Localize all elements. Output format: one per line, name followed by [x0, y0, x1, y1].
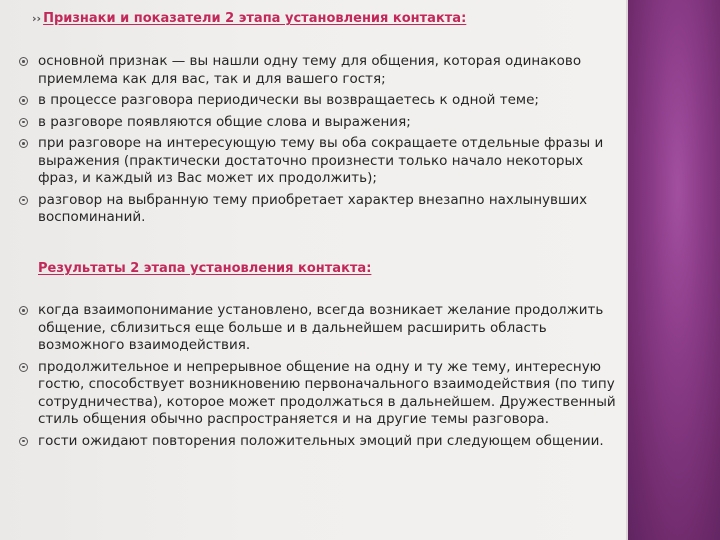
side-panel-divider — [626, 0, 628, 540]
list-item — [18, 359, 618, 429]
list-item-text: продолжительное и непрерывное общение на одну и ту же тему, интересную гостю, способствует возникновению первоначального взаимодействия (по типу сотрудничества), которое может продолжаться в дальнейшем. Дружественный стиль общения обычно распространяется и на другие темы разговора. — [38, 358, 616, 427]
heading-text: Результаты 2 этапа установления контакта: — [38, 261, 372, 276]
bullet-icon — [19, 437, 28, 446]
section-heading-results — [38, 261, 371, 276]
list-item-text: когда взаимопонимание установлено, всегда возникает желание продолжить общение, сблизиться еще больше и в дальнейшем расширить область возможного взаимодействия. — [38, 302, 604, 353]
list-item — [18, 135, 618, 188]
list-item — [18, 92, 618, 110]
results-list — [18, 302, 618, 454]
bullet-icon — [19, 363, 28, 372]
list-item-text: разговор на выбранную тему приобретает характер внезапно нахлынувших воспоминаний. — [38, 191, 588, 225]
list-item-text: при разговоре на интересующую тему вы оба сокращаете отдельные фразы и выражения (практически достаточно произнести только начало некоторых фраз, и каждый из Вас может их продолжить); — [38, 135, 604, 186]
list-item — [18, 53, 618, 88]
bullet-icon — [19, 196, 28, 205]
bullet-icon — [19, 57, 28, 66]
bullet-icon — [19, 118, 28, 127]
bullet-icon — [19, 306, 28, 315]
list-item-text: в процессе разговора периодически вы возвращаетесь к одной теме; — [38, 92, 539, 108]
list-item-text: гости ожидают повторения положительных эмоций при следующем общении. — [38, 432, 604, 449]
heading-marker: ›› — [32, 12, 42, 25]
bullet-icon — [19, 139, 28, 148]
heading-text: Признаки и показатели 2 этапа установления контакта: — [43, 11, 467, 26]
section-heading-signs — [32, 11, 466, 26]
bullet-icon — [19, 96, 28, 105]
list-item-text: в разговоре появляются общие слова и выражения; — [38, 113, 411, 130]
list-item — [18, 114, 618, 132]
signs-list — [18, 53, 618, 231]
decorative-side-panel — [626, 0, 720, 540]
list-item — [18, 192, 618, 227]
list-item — [18, 302, 618, 355]
list-item — [18, 433, 618, 451]
list-item-text: основной признак — вы нашли одну тему для общения, которая одинаково приемлема как для вас, так и для вашего гостя; — [38, 53, 582, 87]
